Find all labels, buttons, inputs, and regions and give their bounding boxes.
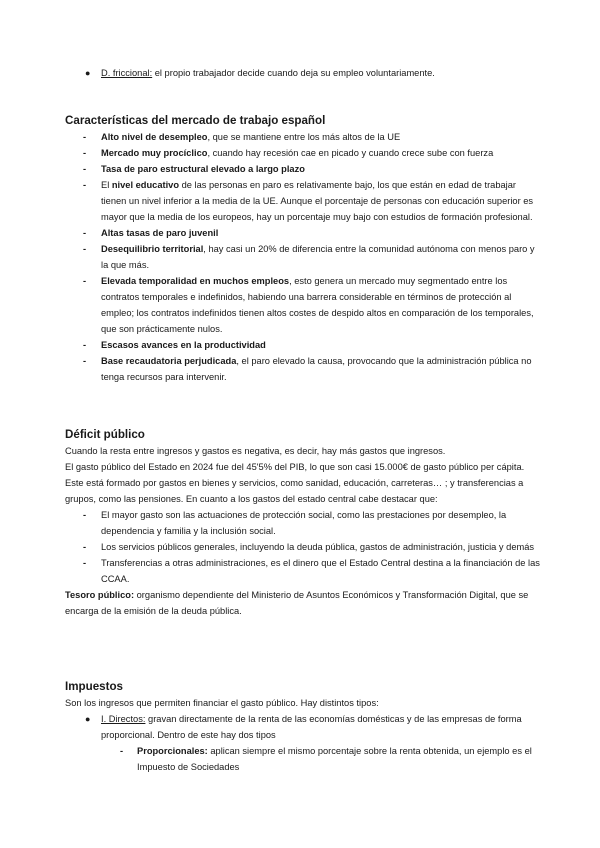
list-item	[65, 337, 543, 353]
intro-section	[65, 65, 543, 81]
list-item	[65, 353, 543, 385]
tesoro-paragraph	[65, 587, 543, 619]
list-item	[65, 129, 543, 145]
tesoro-label: Tesoro público:	[65, 590, 135, 600]
list-item	[65, 225, 543, 241]
deficit-list	[65, 507, 543, 587]
term-label: D. friccional:	[101, 68, 153, 78]
list-item-directos	[65, 711, 543, 743]
term-text: el propio trabajador decide cuando deja su empleo voluntariamente.	[152, 68, 435, 78]
item-bold: Alto nivel de desempleo	[101, 132, 208, 142]
paragraph: Son los ingresos que permiten financiar el gasto público. Hay distintos tipos:	[65, 698, 379, 708]
list-item	[65, 145, 543, 161]
item-bold: Escasos avances en la productividad	[101, 340, 266, 350]
item-text: , el paro elevado la causa, provocando que la administración pública no tenga recursos para intervenir.	[101, 356, 532, 382]
item-bold: Altas tasas de paro juvenil	[101, 228, 219, 238]
section-heading: Características del mercado de trabajo español	[65, 114, 326, 127]
item-text: , hay casi un 20% de diferencia entre la comunidad autónoma con menos paro y la que más.	[101, 244, 535, 270]
item-bold: nivel educativo	[111, 180, 180, 190]
mercado-list	[65, 129, 543, 385]
item-bold: Base recaudatoria perjudicada	[101, 356, 237, 366]
term-text: gravan directamente de la renta de las economías domésticas y de las empresas de forma proporcional. Dentro de este hay dos tipos	[101, 714, 522, 740]
term-label: Proporcionales:	[137, 746, 208, 756]
list-item-friccional	[65, 65, 543, 81]
item-bold: Mercado muy procíclico	[101, 148, 208, 158]
section-heading: Impuestos	[65, 680, 123, 693]
item-text: de las personas en paro es relativamente bajo, los que están en edad de trabajar tienen un nivel inferior a la media de la UE. Aunque el porcentaje de personas con educación superior es mayor que la media de los europeos, hay un porcentaje muy bajo con estudios de formación profesional.	[101, 180, 534, 222]
bullet-icon: ●	[85, 714, 91, 724]
item-bold: Desequilibrio territorial	[101, 244, 204, 254]
item-text: , esto genera un mercado muy segmentado entre los contratos temporales e indefinidos, habiendo una barrera considerable en términos de protección al empleo; los contratos indefinidos tienen altos costes de despido altos en comparación de los temporales, que son prácticamente nulos.	[101, 276, 534, 334]
list-item: - Los servicios públicos generales, incluyendo la deuda pública, gastos de administración, justicia y demás	[65, 539, 543, 555]
paragraph: Cuando la resta entre ingresos y gastos es negativa, es decir, hay más gastos que ingresos.	[65, 446, 446, 456]
list-item	[65, 177, 543, 225]
bullet-icon: ●	[85, 68, 91, 78]
term-label: I. Directos:	[101, 714, 146, 724]
tesoro-text: organismo dependiente del Ministerio de Asuntos Económicos y Transformación Digital, que se encarga de la emisión de la deuda pública.	[65, 590, 529, 616]
list-item: - Transferencias a otras administraciones, es el dinero que el Estado Central destina a la financiación de las CCAA.	[65, 555, 543, 587]
mercado-section	[65, 113, 543, 385]
paragraph: El gasto público del Estado en 2024 fue del 45'5% del PIB, lo que son casi 15.000€ de gasto público per cápita. Este está formado por gastos en bienes y servicios, como sanidad, educación, carreteras… ; y transferencias a grupos, como las pensiones. En cuanto a los gastos del estado central cabe destacar que:	[65, 462, 525, 504]
list-item: - El mayor gasto son las actuaciones de protección social, como las prestaciones por desempleo, la dependencia y familia y la inclusión social.	[65, 507, 543, 539]
list-item	[65, 273, 543, 337]
item-text: , que se mantiene entre los más altos de la UE	[207, 132, 401, 142]
list-item	[65, 241, 543, 273]
deficit-section	[65, 427, 543, 619]
list-item-proporcionales	[65, 743, 543, 775]
item-pre: El	[101, 180, 112, 190]
item-bold: Elevada temporalidad en muchos empleos	[101, 276, 290, 286]
item-bold: Tasa de paro estructural elevado a largo plazo	[101, 164, 305, 174]
term-text: aplican siempre el mismo porcentaje sobre la renta obtenida, un ejemplo es el Impuesto de Sociedades	[137, 746, 532, 772]
item-text: , cuando hay recesión cae en picado y cuando crece sube con fuerza	[207, 148, 494, 158]
section-heading: Déficit público	[65, 428, 145, 441]
list-item	[65, 161, 543, 177]
impuestos-section	[65, 679, 543, 775]
dash-icon: -	[120, 746, 124, 756]
